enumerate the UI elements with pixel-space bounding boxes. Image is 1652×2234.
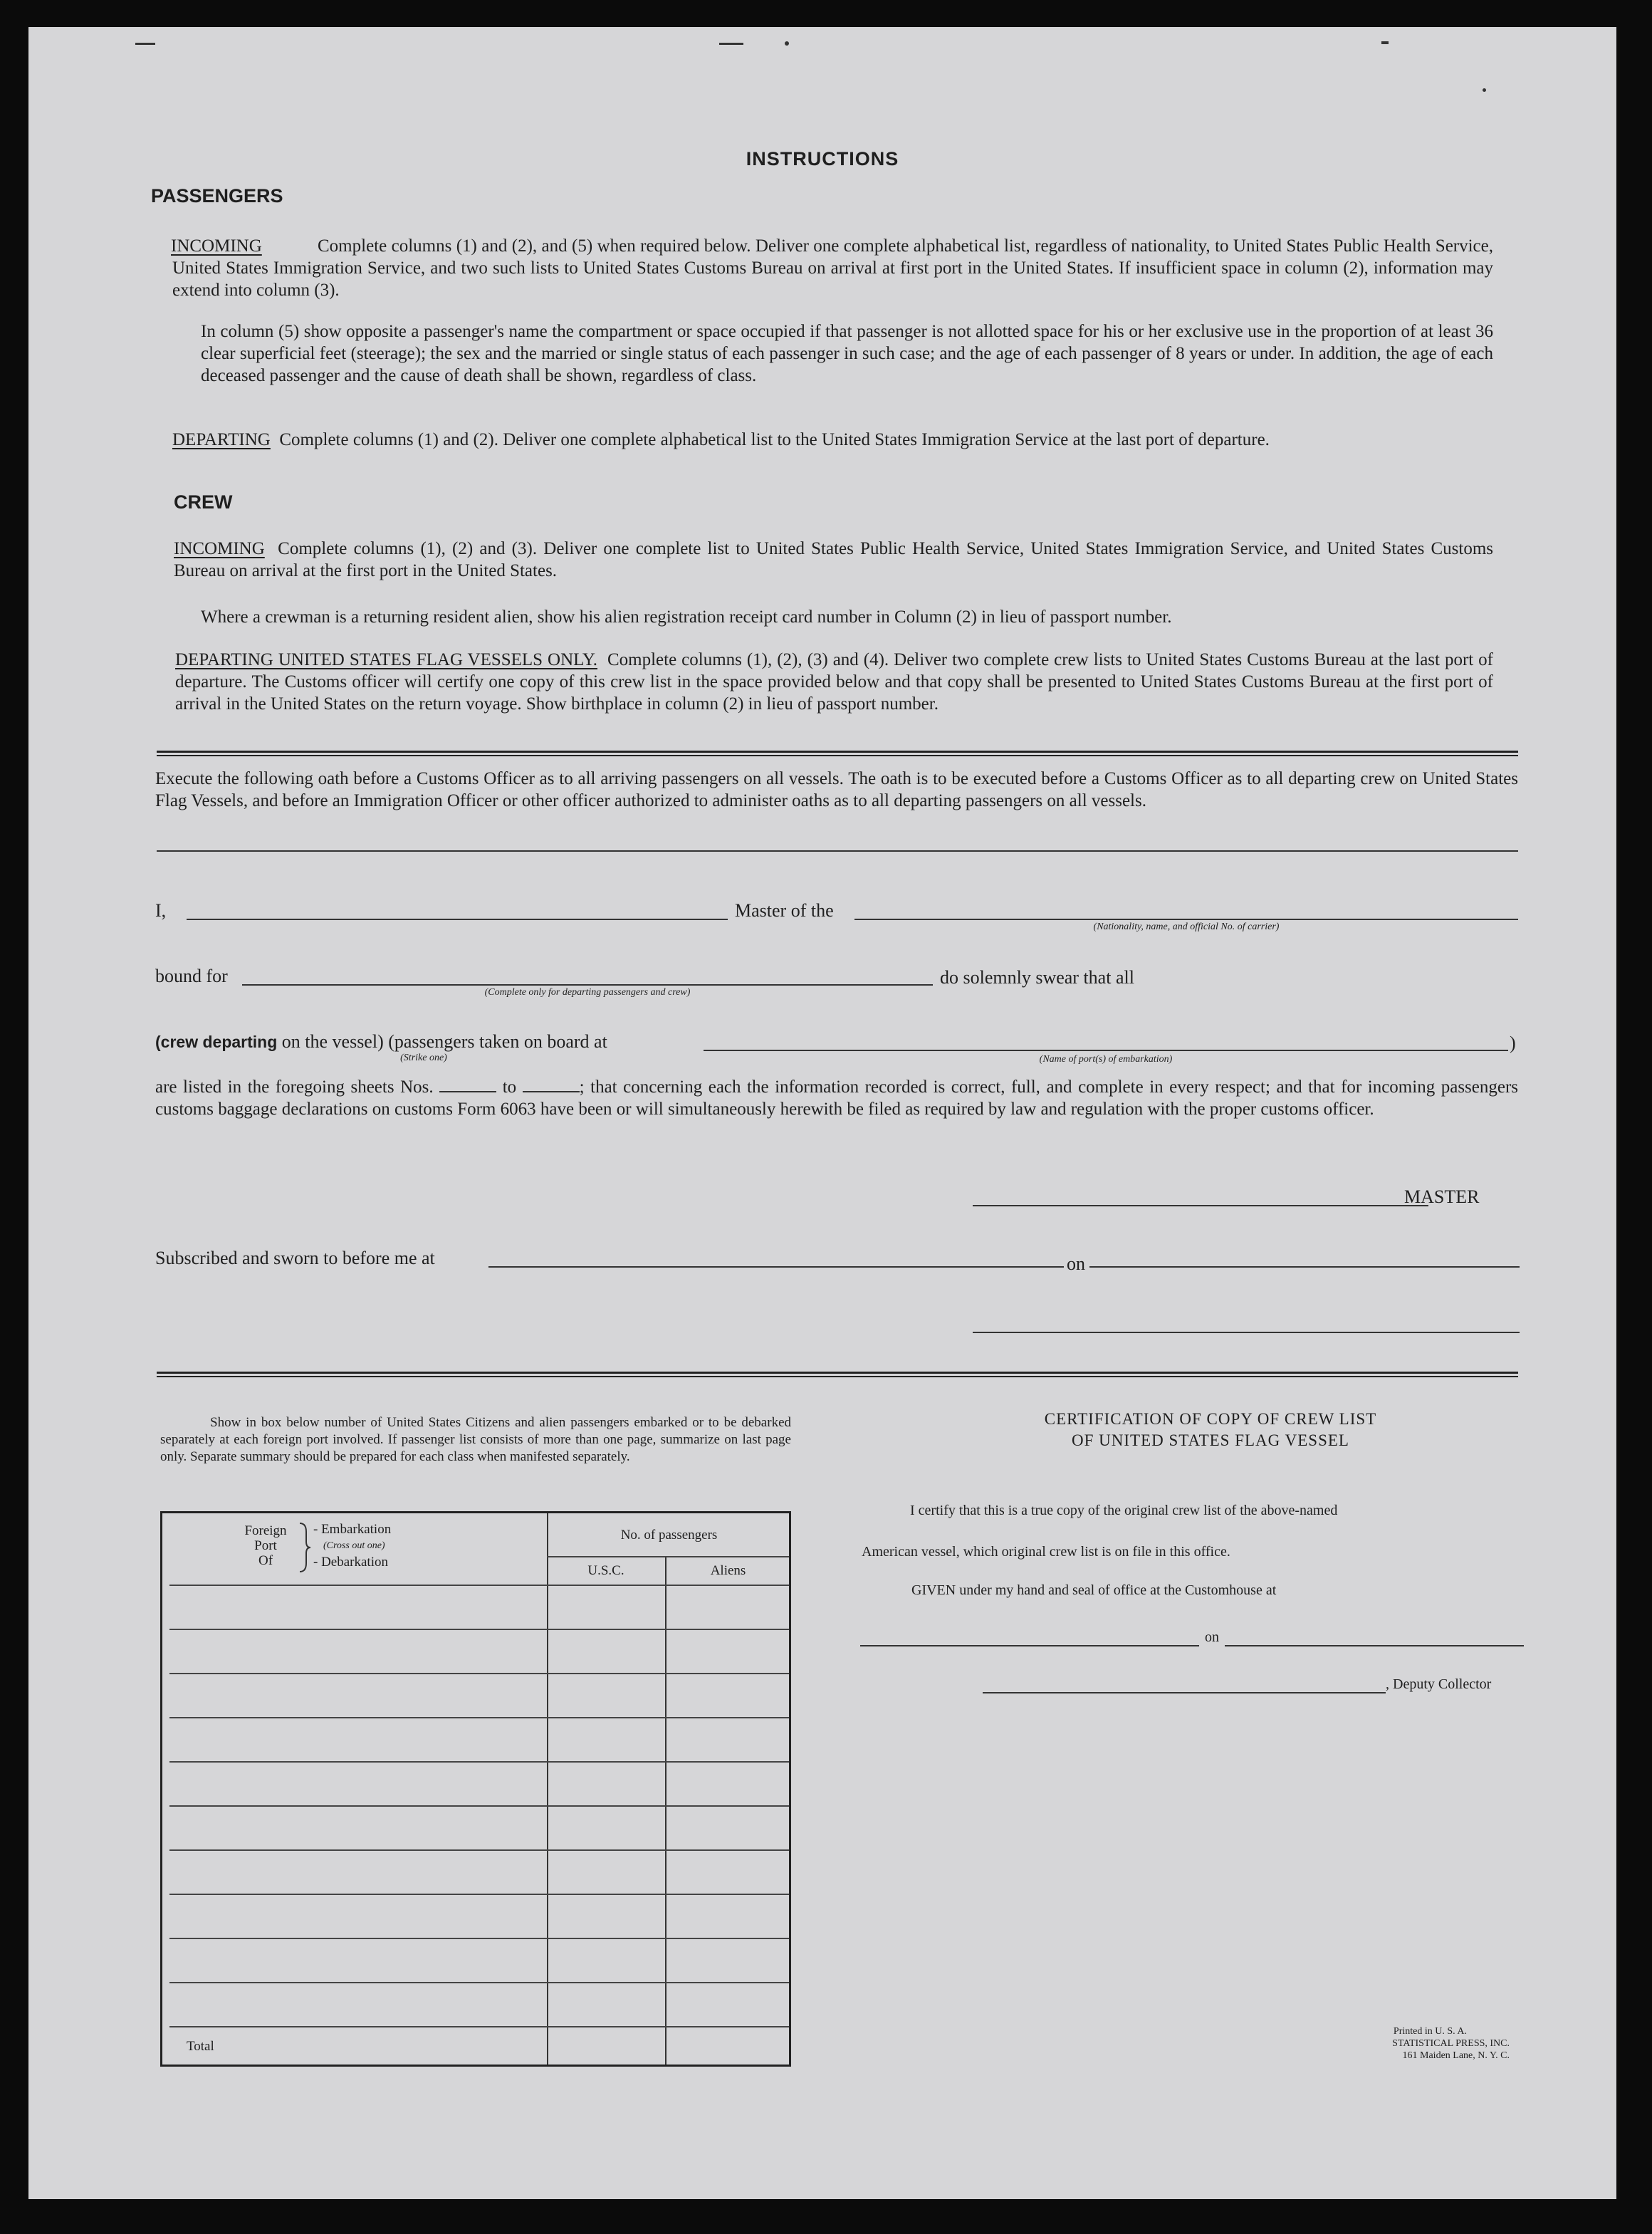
sworn-date-field[interactable] — [1089, 1266, 1520, 1268]
carrier-caption: (Nationality, name, and official No. of carrier) — [1093, 922, 1280, 932]
crew-heading: CREW — [174, 491, 233, 513]
american-vessel-text: American vessel, which original crew list is on file in this office. — [862, 1544, 1230, 1560]
deputy-collector-label: , Deputy Collector — [1386, 1676, 1492, 1692]
deputy-signature-field[interactable] — [983, 1692, 1386, 1693]
strike-one-caption: (Strike one) — [400, 1053, 447, 1063]
oath-intro: Execute the following oath before a Customs Officer as to all arriving passengers on all vessels. The oath is to be executed before a Customs Officer as to all departing crew on United States Flag Vessels, and before an Immigration Officer or other officer authorized to administer oaths as to all departing passengers on all vessels. — [155, 769, 1518, 810]
crew-departing-paragraph — [175, 649, 1493, 715]
form-page — [28, 27, 1616, 2199]
scan-mark — [135, 43, 155, 45]
printer-line3: 161 Maiden Lane, N. Y. C. — [1402, 2050, 1510, 2061]
officer-signature-field[interactable] — [973, 1332, 1520, 1333]
bound-for-caption: (Complete only for departing passengers and crew) — [484, 987, 691, 998]
of-label: Of — [258, 1553, 273, 1568]
master-of-label: Master of the — [735, 900, 834, 921]
strike-options — [155, 1031, 607, 1053]
crew-incoming-paragraph — [174, 538, 1493, 582]
certify-text: I certify that this is a true copy of the original crew list of the above-named — [910, 1503, 1338, 1518]
embarkation-port-field[interactable] — [704, 1050, 1508, 1051]
certification-title-line1: CERTIFICATION OF COPY OF CREW LIST — [1044, 1410, 1377, 1428]
solemnly-swear-label: do solemnly swear that all — [940, 967, 1134, 988]
on-the-vessel-text: on the vessel) — [281, 1031, 384, 1052]
scan-mark — [785, 41, 789, 46]
section-divider — [157, 751, 1518, 756]
given-text: GIVEN under my hand and seal of office at the Customhouse at — [911, 1582, 1277, 1598]
passengers-heading: PASSENGERS — [151, 185, 283, 207]
crew-resident-alien-text: Where a crewman is a returning resident alien, show his alien registration receipt card number in Column (2) in lieu of passport number. — [201, 607, 1172, 627]
embarkation-label[interactable]: - Embarkation — [313, 1522, 392, 1537]
master-signature-field[interactable] — [973, 1205, 1428, 1206]
foreign-port-of-label — [234, 1523, 298, 1568]
table-row[interactable] — [169, 2026, 789, 2027]
crew-incoming-label: INCOMING — [174, 539, 265, 558]
master-label: MASTER — [1404, 1186, 1480, 1207]
passengers-departing-paragraph — [172, 429, 1493, 451]
passengers-departing-label: DEPARTING — [172, 430, 271, 449]
section-divider-2 — [157, 1372, 1518, 1377]
table-row[interactable] — [169, 1805, 789, 1807]
certification-title — [883, 1409, 1538, 1451]
listed-sheets-paragraph — [155, 1076, 1518, 1120]
printer-imprint — [1253, 2025, 1510, 2062]
subscribed-label: Subscribed and sworn to before me at — [155, 1248, 435, 1268]
crew-incoming-text: Complete columns (1), (2) and (3). Deliver one complete list to United States Public Health Service, United States Immigration Service, and United States Customs Bureau on arrival at the first port in the United States. — [174, 539, 1494, 580]
to-label: to — [502, 1077, 517, 1097]
table-divider — [665, 1556, 666, 2065]
column5-paragraph: In column (5) show opposite a passenger's name the compartment or space occupied if that passenger is not allotted space for his or her exclusive use in the proportion of at least 36 clear superficial feet (steerage); the sex and the married or single status of each passenger in such case; and the age of each passenger of 8 years or under. In addition, the age of each deceased passenger and the cause of death shall be shown, regardless of class. — [201, 322, 1493, 385]
foreign-label: Foreign — [244, 1523, 287, 1538]
crew-departing-option[interactable]: (crew departing — [155, 1033, 278, 1051]
oath-divider — [157, 850, 1518, 852]
certification-date-field[interactable] — [1225, 1645, 1524, 1646]
no-of-passengers-header: No. of passengers — [620, 1528, 718, 1543]
carrier-field[interactable] — [854, 919, 1518, 920]
table-row[interactable] — [169, 1849, 789, 1851]
table-row[interactable] — [169, 1894, 789, 1895]
debarkation-label[interactable]: - Debarkation — [313, 1555, 388, 1570]
brace-icon — [298, 1522, 312, 1573]
close-paren: ) — [1510, 1033, 1516, 1053]
printer-line1: Printed in U. S. A. — [1393, 2026, 1467, 2037]
table-row[interactable] — [169, 1673, 789, 1674]
bound-for-label: bound for — [155, 966, 228, 986]
table-row[interactable] — [169, 1629, 789, 1630]
scan-mark — [719, 43, 743, 45]
total-label: Total — [187, 2039, 214, 2054]
listed-text-end: ; that concerning each the information recorded is correct, full, and complete in every respect; and that for incoming passengers customs baggage declarations on customs Form 6063 have been or will simultaneously herewith be filed as required by law and regulation with the proper customs officer. — [155, 1077, 1519, 1119]
passengers-incoming-paragraph — [172, 235, 1493, 301]
table-row[interactable] — [169, 1761, 789, 1763]
table-row[interactable] — [169, 1938, 789, 1939]
table-row[interactable] — [169, 1717, 789, 1718]
scan-mark — [1483, 88, 1486, 92]
summary-instructions: Show in box below number of United States Citizens and alien passengers embarked or to be debarked separately at each foreign port involved. If passenger list consists of more than one page, summarize on last page only. Separate summary should be prepared for each class when manifested separately. — [160, 1415, 791, 1464]
page-title: INSTRUCTIONS — [746, 148, 899, 169]
usc-header: U.S.C. — [587, 1563, 624, 1578]
passengers-taken-option[interactable]: (passengers taken on board at — [388, 1031, 607, 1052]
sworn-place-field[interactable] — [488, 1266, 1064, 1268]
crew-departing-text: Complete columns (1), (2), (3) and (4). Deliver two complete crew lists to United States Customs Bureau at the last port of departure. The Customs officer will certify one copy of this crew list in the space provided below and that copy shall be presented to United States Customs Bureau at the first port of arrival in the United States on the return voyage. Show birthplace in column (2) in lieu of passport number. — [175, 650, 1494, 714]
certification-title-line2: OF UNITED STATES FLAG VESSEL — [1072, 1431, 1349, 1449]
passengers-departing-text: Complete columns (1) and (2). Deliver one complete alphabetical list to the United States Immigration Service at the last port of departure. — [279, 430, 1270, 449]
port-label: Port — [254, 1538, 277, 1553]
scan-mark — [1381, 41, 1389, 44]
printer-line2: STATISTICAL PRESS, INC. — [1392, 2038, 1510, 2049]
passenger-summary-table — [160, 1511, 791, 2067]
oath-i-label: I, — [155, 900, 167, 921]
bound-for-field[interactable] — [242, 984, 933, 986]
aliens-header: Aliens — [710, 1563, 746, 1578]
sworn-on-label: on — [1067, 1253, 1085, 1274]
cross-out-caption: (Cross out one) — [323, 1540, 385, 1551]
sheet-from-field[interactable] — [439, 1078, 496, 1092]
crew-departing-label: DEPARTING UNITED STATES FLAG VESSELS ONLY. — [175, 650, 598, 669]
table-row[interactable] — [169, 1982, 789, 1983]
passengers-incoming-text: Complete columns (1) and (2), and (5) when required below. Deliver one complete alphabetical list, regardless of nationality, to United States Public Health Service, United States Immigration Service, and two such lists to United States Customs Bureau on arrival at first port in the United States. If insufficient space in column (2), information may extend into column (3). — [172, 236, 1493, 300]
master-name-field[interactable] — [187, 919, 728, 920]
table-divider — [547, 1556, 789, 1557]
certification-on-label: on — [1205, 1629, 1219, 1645]
table-divider — [169, 1585, 789, 1586]
listed-text-start: are listed in the foregoing sheets Nos. — [155, 1077, 434, 1097]
sheet-to-field[interactable] — [523, 1078, 580, 1092]
embarkation-port-caption: (Name of port(s) of embarkation) — [1039, 1054, 1173, 1065]
certification-place-field[interactable] — [860, 1645, 1199, 1646]
passengers-incoming-label: INCOMING — [171, 236, 262, 256]
